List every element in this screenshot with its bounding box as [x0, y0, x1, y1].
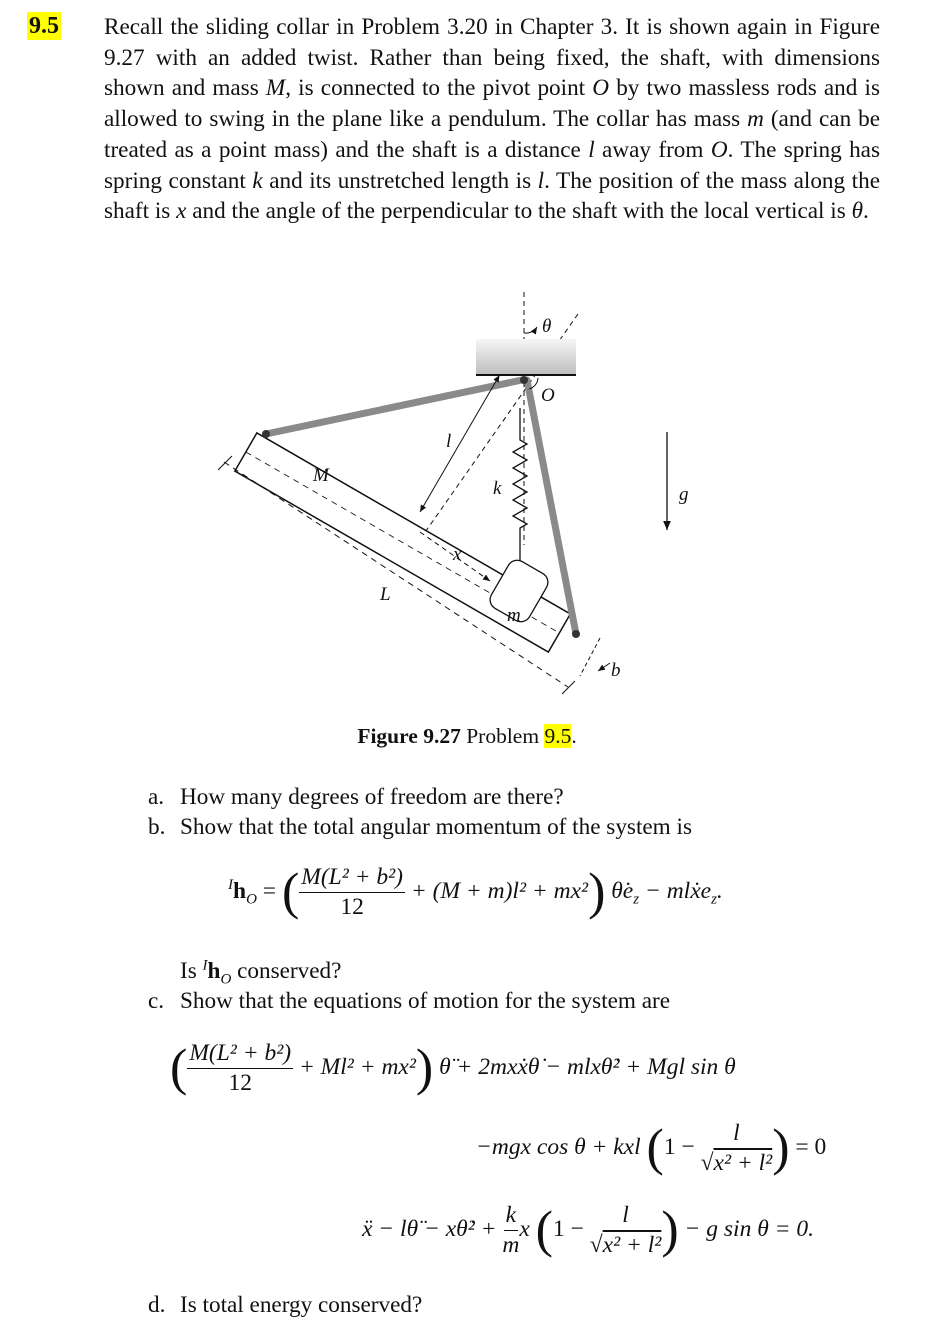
M-label: M [313, 465, 329, 486]
question-b-conserved: Is $^Ih_O$ conserved? [180, 957, 342, 988]
problem-statement: Recall the sliding collar in Problem 3.20 in Chapter 3. It is shown again in Figure 9.27 with an added twist. Rather than being fixed, the shaft, with dimensions shown and mass M, is connected to the pivot point O by two massless rods and is allowed to swing in the plane like a pendulum. The collar has mass m (and can be treated as a point mass) and the shaft is a distance l away from O. The spring has spring constant k and its unstretched length is l. The position of the mass along the shaft is x and the angle of the perpendicular to the shaft with the local vertical is θ. [104, 14, 881, 225]
g-label: g [679, 484, 689, 505]
ceiling-support [476, 339, 576, 375]
x-label: x [453, 544, 462, 565]
equation-motion-theta-cont: −mgx cos θ + kxl (1 − $\frac{l}{\text{√x² + l²}}$ ) = 0 [476, 1119, 827, 1177]
b-label: b [611, 660, 621, 681]
figure-pendulum-collar [0, 280, 934, 710]
l-label: l [446, 431, 452, 452]
figure-caption: Figure 9.27 Problem 9.5. [357, 724, 577, 748]
question-a: a. How many degrees of freedom are there? [148, 784, 564, 810]
left-rod [266, 380, 522, 434]
equation-angular-momentum: $^Ih_O$ = ( $\frac{\text{M(L² + b²)}}{12}$ + (M + m)l² + mx²) $\thetȧe_z$ − mlẋe$_z$. [228, 863, 723, 921]
equation-motion-x: ẍ − lθ̈ − xθ̇² + $\frac{k}{m}$ x (1 − $\frac{l}{\text{√x² + l²}}$ ) − g sin θ = 0. [362, 1201, 814, 1259]
theta-label: θ [542, 316, 552, 337]
question-b: b. Show that the total angular momentum of the system is [148, 814, 692, 840]
pivot-point [520, 376, 528, 384]
L-label: L [380, 584, 391, 605]
k-label: k [493, 478, 502, 499]
problem-number: 9.5 [29, 13, 59, 39]
spring [513, 408, 527, 568]
question-c: c. Show that the equations of motion for the system are [148, 988, 671, 1014]
equation-motion-theta: ( $\frac{\text{M(L² + b²)}}{12}$ + Ml² + mx²) θ̈ + 2mxẋθ̇ − mlxθ̇² + Mgl sin θ [170, 1039, 736, 1097]
question-d: d. Is total energy conserved? [148, 1292, 423, 1318]
m-label: m [507, 605, 521, 626]
O-label: O [541, 385, 555, 406]
